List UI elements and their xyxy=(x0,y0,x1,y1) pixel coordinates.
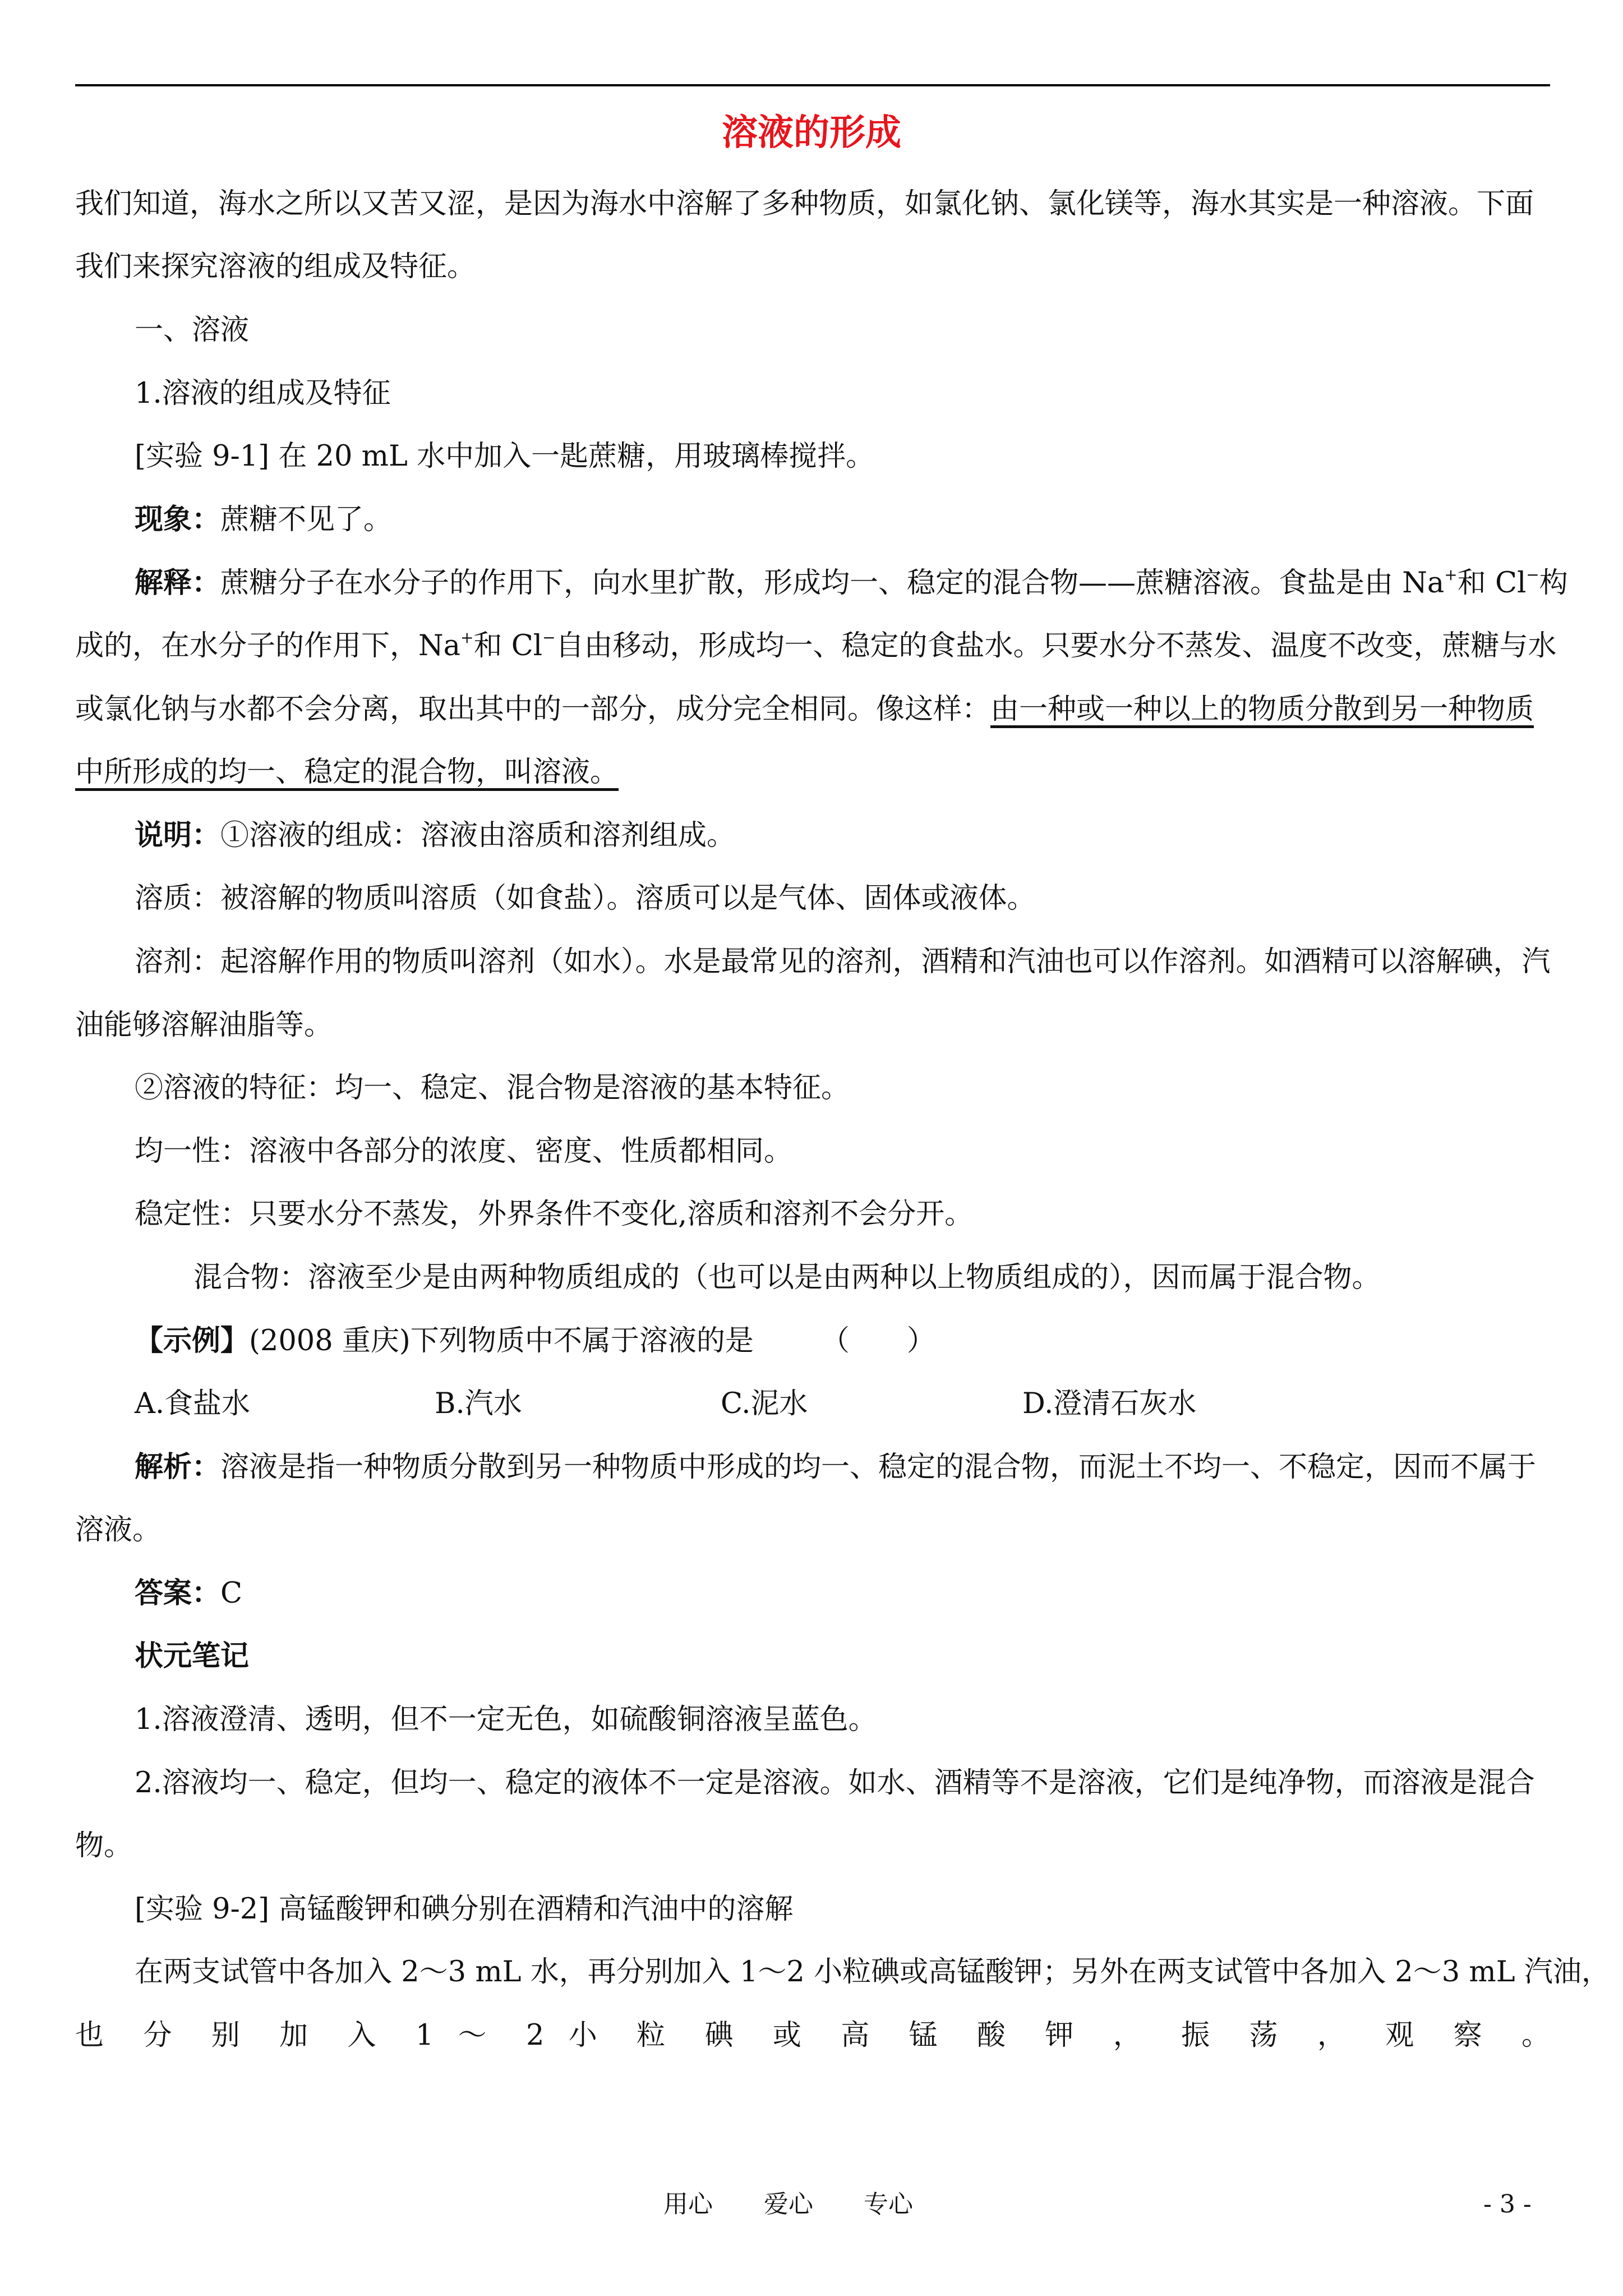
answer-text: C xyxy=(220,1577,243,1610)
footer-slogan-3: 专心 xyxy=(864,2190,913,2219)
solvent-line-2: 油能够溶解油脂等。 xyxy=(75,1009,333,1042)
answer-paragraph xyxy=(135,1575,242,1613)
notes-heading: 状元笔记 xyxy=(135,1640,250,1673)
example-question xyxy=(135,1322,935,1360)
page-title: 溶液的形成 xyxy=(722,112,901,154)
note-text: ①溶液的组成：溶液由溶质和溶剂组成。 xyxy=(220,819,736,852)
explanation-line-1 xyxy=(135,564,1568,602)
explanation-text: 或氯化钠与水都不会分离，取出其中的一部分，成分完全相同。像这样： xyxy=(75,693,991,726)
solvent-line-1: 溶剂：起溶解作用的物质叫溶剂（如水）。水是最常见的溶剂，酒精和汽油也可以作溶剂。如酒精可以溶解碘，汽 xyxy=(135,945,1551,978)
intro-line-2: 我们来探究溶液的组成及特征。 xyxy=(75,250,476,283)
uniformity-paragraph: 均一性：溶液中各部分的浓度、密度、性质都相同。 xyxy=(135,1135,793,1168)
phenomenon-label: 现象： xyxy=(135,503,221,536)
example-text: (2008 重庆)下列物质中不属于溶液的是 xyxy=(249,1324,754,1358)
explanation-line-2 xyxy=(75,627,1557,665)
analysis-line-2: 溶液。 xyxy=(75,1513,162,1547)
option-a: A.食盐水 xyxy=(135,1387,251,1420)
example-label: 【示例】 xyxy=(135,1324,250,1358)
note-label: 说明： xyxy=(135,819,221,852)
note-item-2-line-1: 2.溶液均一、稳定，但均一、稳定的液体不一定是溶液。如水、酒精等不是溶液，它们是纯净物，而溶液是混合 xyxy=(135,1766,1535,1800)
explanation-text: 和 Cl xyxy=(473,629,543,662)
answer-label: 答案： xyxy=(135,1577,221,1610)
cl-charge: − xyxy=(542,628,556,647)
explanation-text: 蔗糖分子在水分子的作用下，向水里扩散，形成均一、稳定的混合物——蔗糖溶液。食盐是由 Na xyxy=(220,567,1445,600)
features-paragraph: ②溶液的特征：均一、稳定、混合物是溶液的基本特征。 xyxy=(135,1071,850,1105)
option-d: D.澄清石灰水 xyxy=(1022,1387,1197,1420)
phenomenon-text: 蔗糖不见了。 xyxy=(220,503,393,536)
page-number: - 3 - xyxy=(1483,2190,1532,2219)
footer-slogan-1: 用心 xyxy=(663,2190,713,2219)
explanation-line-3 xyxy=(75,691,1534,729)
option-b: B.汽水 xyxy=(435,1387,522,1420)
option-c: C.泥水 xyxy=(721,1387,808,1420)
subsection-heading: 1.溶液的组成及特征 xyxy=(135,377,391,410)
explanation-text: 自由移动，形成均一、稳定的食盐水。只要水分不蒸发、温度不改变，蔗糖与水 xyxy=(555,629,1557,662)
mixture-paragraph: 混合物：溶液至少是由两种物质组成的（也可以是由两种以上物质组成的），因而属于混合物。 xyxy=(193,1261,1381,1294)
note-paragraph xyxy=(135,817,735,855)
answer-blank: （ ） xyxy=(820,1324,935,1358)
na-charge: + xyxy=(460,628,474,647)
solution-definition: 由一种或一种以上的物质分散到另一种物质 xyxy=(990,693,1534,726)
experiment-2: [实验 9-2] 高锰酸钾和碘分别在酒精和汽油中的溶解 xyxy=(135,1893,794,1926)
na-charge: + xyxy=(1444,565,1458,584)
analysis-text: 溶液是指一种物质分散到另一种物质中形成的均一、稳定的混合物，而泥土不均一、不稳定，因而不属于 xyxy=(220,1451,1537,1484)
explanation-text: 构 xyxy=(1539,567,1568,600)
header-rule xyxy=(75,84,1550,86)
cl-charge: − xyxy=(1526,565,1539,584)
phenomenon-paragraph xyxy=(135,501,392,539)
section-heading: 一、溶液 xyxy=(135,314,250,347)
note-item-1: 1.溶液澄清、透明，但不一定无色，如硫酸铜溶液呈蓝色。 xyxy=(135,1703,877,1736)
experiment-2-line-1: 在两支试管中各加入 2～3 mL 水，再分别加入 1～2 小粒碘或高锰酸钾；另外在两支试管中各加入 2～3 mL 汽油， xyxy=(135,1955,1610,1989)
explanation-text: 和 Cl xyxy=(1457,567,1527,600)
solution-definition: 中所形成的均一、稳定的混合物，叫溶液。 xyxy=(75,756,619,789)
experiment-2-line-2: 也 分 别 加 入 1 ～ 2 小 粒 碘 或 高 锰 酸 钾 ， 振 荡 ， 观 察 。 xyxy=(75,2019,1550,2052)
note-item-2-line-2: 物。 xyxy=(75,1829,133,1862)
explanation-label: 解释： xyxy=(135,567,221,600)
explanation-line-4 xyxy=(75,753,619,792)
experiment-1: [实验 9-1] 在 20 mL 水中加入一匙蔗糖，用玻璃棒搅拌。 xyxy=(135,440,875,473)
solute-paragraph: 溶质：被溶解的物质叫溶质（如食盐）。溶质可以是气体、固体或液体。 xyxy=(135,882,1036,915)
intro-line-1: 我们知道，海水之所以又苦又涩，是因为海水中溶解了多种物质，如氯化钠、氯化镁等，海水其实是一种溶液。下面 xyxy=(75,187,1534,220)
analysis-label: 解析： xyxy=(135,1451,221,1484)
explanation-text: 成的，在水分子的作用下，Na xyxy=(75,629,461,662)
stability-paragraph: 稳定性：只要水分不蒸发，外界条件不变化,溶质和溶剂不会分开。 xyxy=(135,1198,974,1231)
analysis-line-1 xyxy=(135,1448,1536,1487)
footer-slogan-2: 爱心 xyxy=(764,2190,813,2219)
